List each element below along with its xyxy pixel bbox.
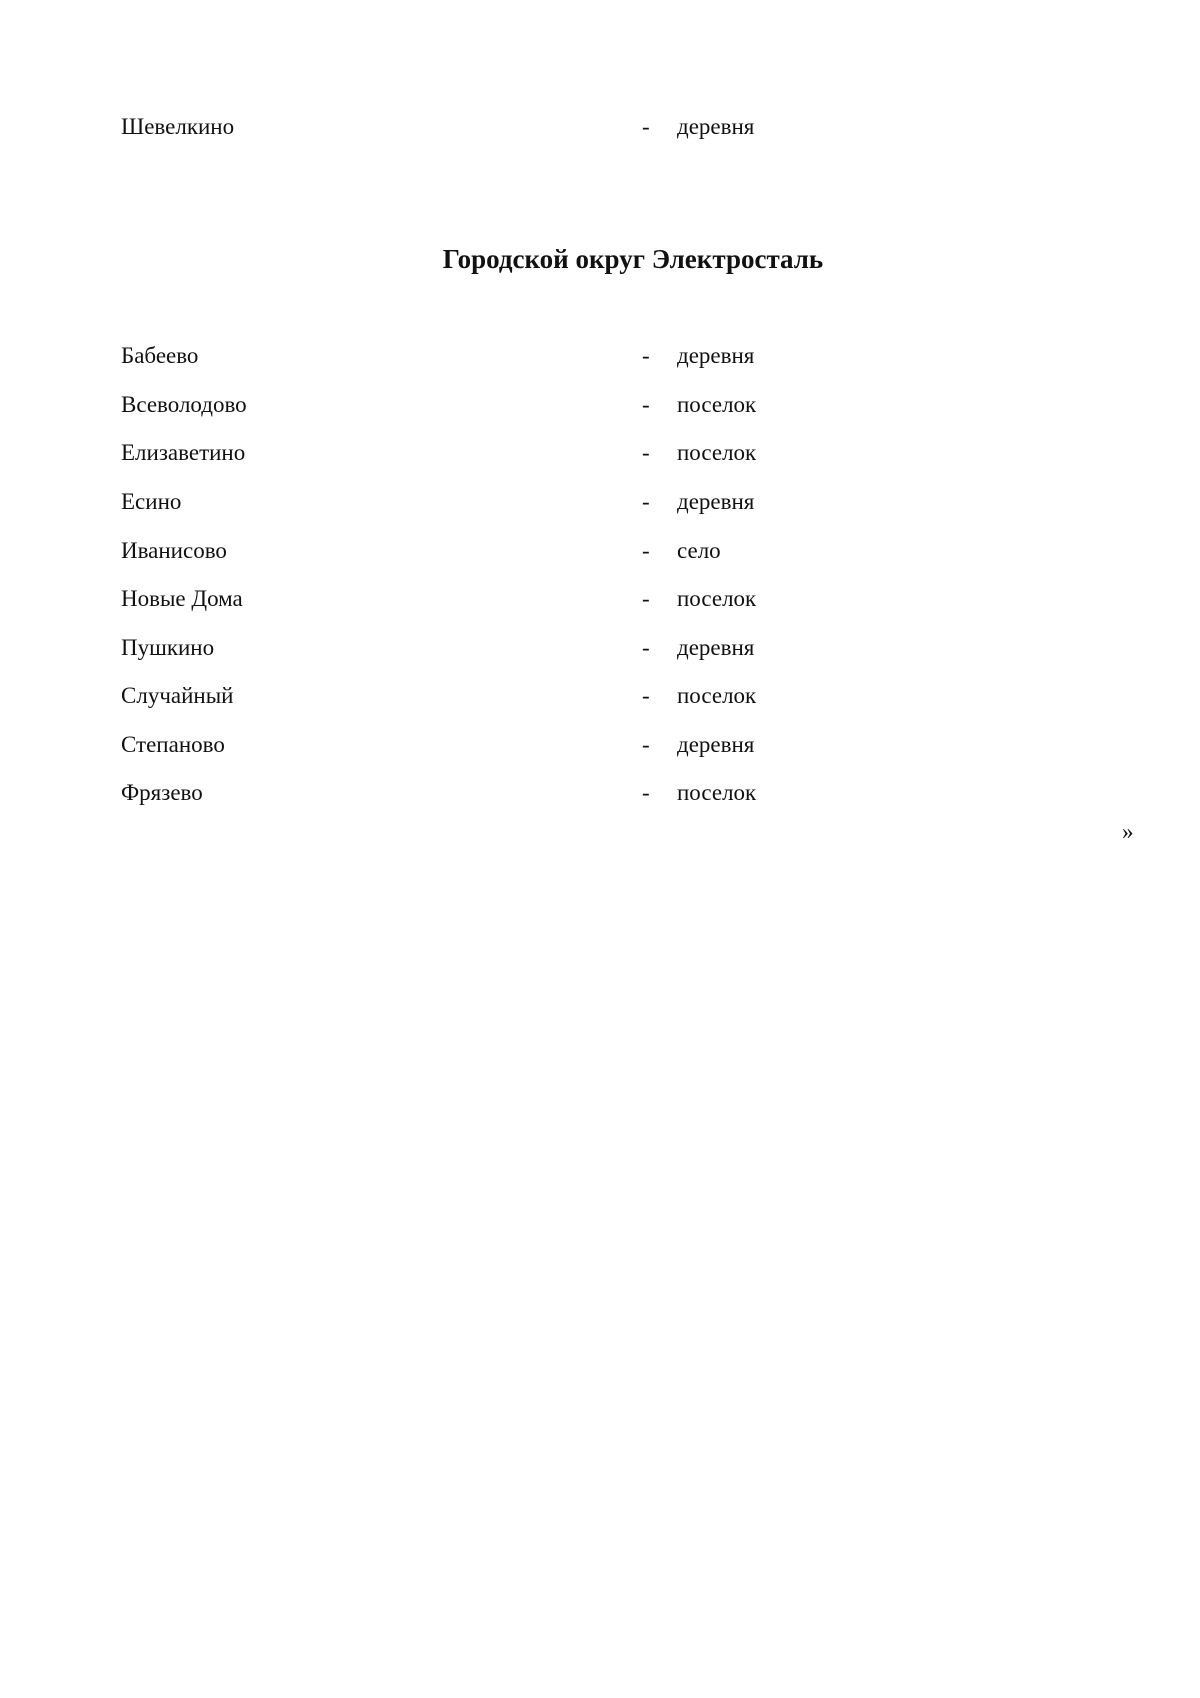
list-item xyxy=(121,633,1081,663)
list-item xyxy=(121,536,1081,566)
settlement-type: деревня xyxy=(677,489,755,514)
settlement-type: деревня xyxy=(677,635,755,660)
section-heading: Городской округ Электросталь xyxy=(442,244,824,274)
separator-dash: - xyxy=(642,586,650,611)
separator-dash: - xyxy=(642,780,650,805)
separator-dash: - xyxy=(642,440,650,465)
settlement-name: Елизаветино xyxy=(121,440,246,465)
list-item xyxy=(121,487,1081,517)
list-item xyxy=(121,778,1081,808)
settlement-type: поселок xyxy=(677,586,757,611)
settlement-name: Есино xyxy=(121,489,182,514)
separator-dash: - xyxy=(642,489,650,514)
settlement-type: поселок xyxy=(677,440,757,465)
settlement-name: Случайный xyxy=(121,683,234,708)
list-item xyxy=(121,390,1081,420)
list-item xyxy=(121,438,1081,468)
settlement-type: деревня xyxy=(677,732,755,757)
separator-dash: - xyxy=(642,343,650,368)
separator-dash: - xyxy=(642,392,650,417)
settlement-name: Пушкино xyxy=(121,635,215,660)
settlement-name: Всеволодово xyxy=(121,392,247,417)
list-item xyxy=(121,730,1081,760)
settlement-type: деревня xyxy=(677,114,755,139)
list-item xyxy=(121,341,1081,371)
list-item xyxy=(121,112,1081,142)
closing-quote-mark: » xyxy=(1122,819,1134,844)
settlement-name: Новые Дома xyxy=(121,586,243,611)
settlement-type: село xyxy=(677,538,721,563)
list-item xyxy=(121,584,1081,614)
settlement-name: Фрязево xyxy=(121,780,203,805)
separator-dash: - xyxy=(642,114,650,139)
settlement-name: Иванисово xyxy=(121,538,227,563)
settlement-name: Степаново xyxy=(121,732,225,757)
settlement-name: Бабеево xyxy=(121,343,199,368)
settlement-type: поселок xyxy=(677,392,757,417)
settlement-type: поселок xyxy=(677,780,757,805)
list-item xyxy=(121,681,1081,711)
settlement-name: Шевелкино xyxy=(121,114,235,139)
settlement-type: деревня xyxy=(677,343,755,368)
settlement-type: поселок xyxy=(677,683,757,708)
separator-dash: - xyxy=(642,683,650,708)
separator-dash: - xyxy=(642,732,650,757)
separator-dash: - xyxy=(642,635,650,660)
separator-dash: - xyxy=(642,538,650,563)
